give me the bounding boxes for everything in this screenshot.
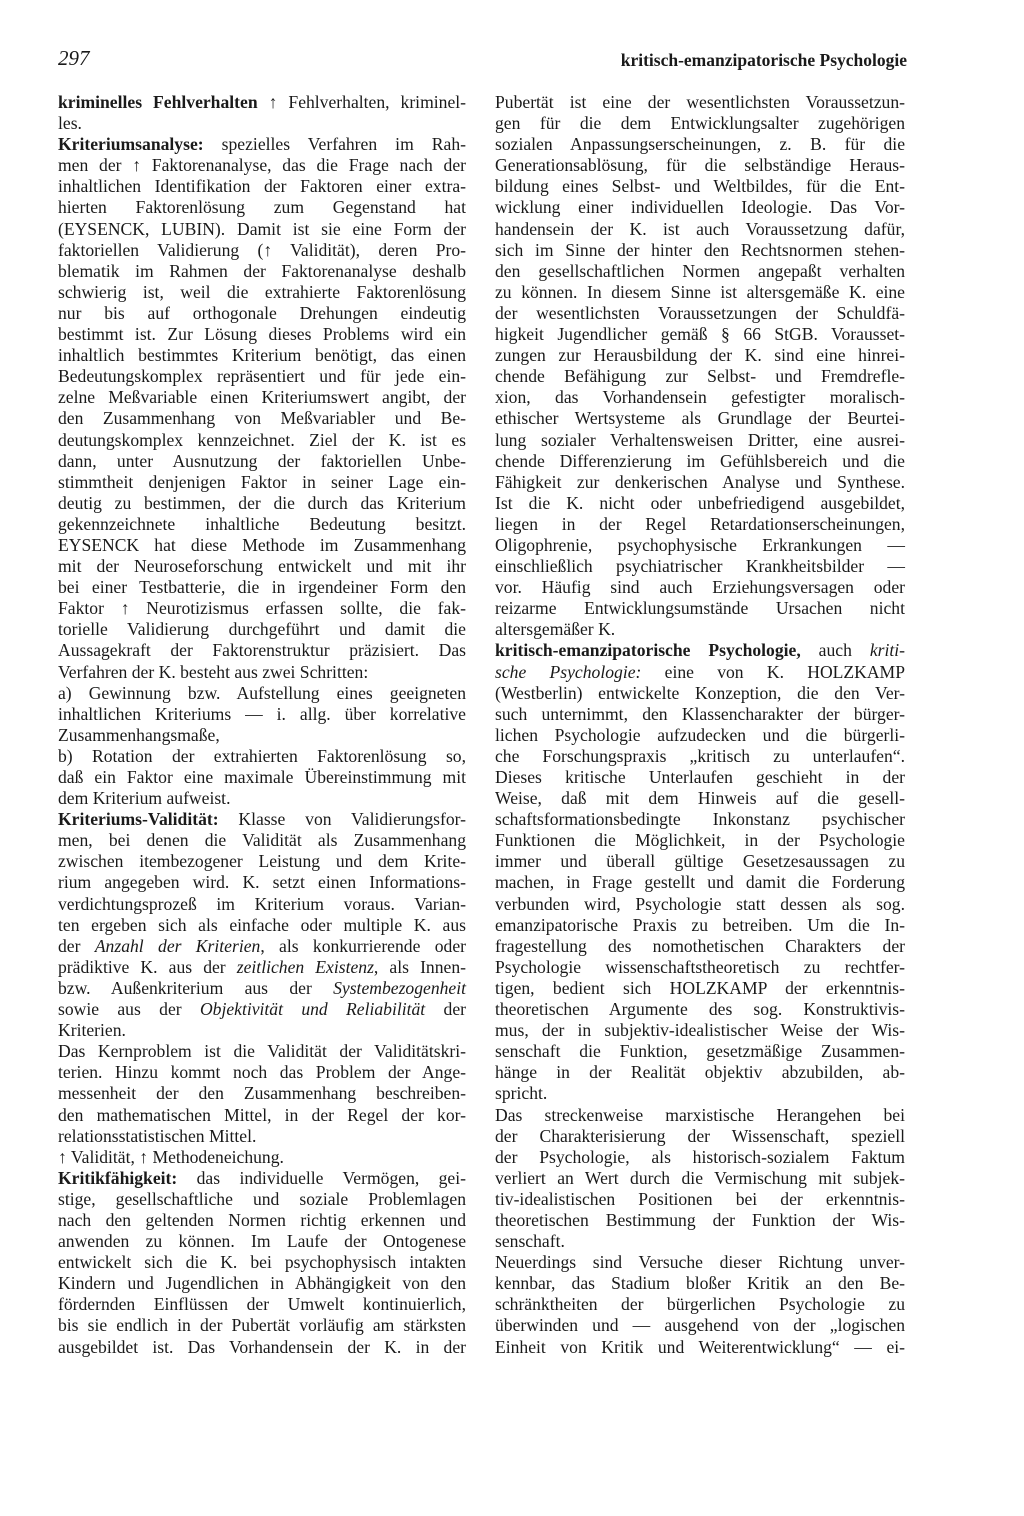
right-text-line: zungen zur Herausbildung der K. sind eine hinrei- [495,345,905,366]
left-text-line: fördernden Einflüssen der Umwelt kontinuierlich, [58,1294,466,1315]
left-text-line: zwischen itembezogener Leistung und dem Krite- [58,851,466,872]
right-text-line: lichen Psychologie aufzudecken und die bürgerli- [495,724,905,745]
right-text-line: der Psychologie, als historisch-sozialem Faktum [495,1146,905,1167]
left-text-line: daß ein Faktor eine maximale Übereinstimmung mit [58,767,466,787]
right-text-line: liegen in der Regel Retardationserscheinungen, [495,513,905,534]
right-text-line: reizarme Entwicklungsumstände Ursachen nicht [495,598,905,619]
left-text-line: terien. Hinzu kommt noch das Problem der Ange- [58,1062,466,1083]
left-text-line: Kriteriumsanalyse: spezielles Verfahren im Rah- [58,134,466,155]
left-text-line: mit der Neuroseforschung entwickelt und mit ihr [58,556,466,577]
left-text-line: Das Kernproblem ist die Validität der Validitätskri- [58,1041,466,1062]
left-text-line: Zusammenhangsmaße, [58,724,220,745]
right-text-line: tiv-idealistischen Positionen bei der erkenntnis- [495,1188,905,1209]
right-text-line: emanzipatorische Praxis zu betreiben. Um die In- [495,914,905,935]
left-text-line: anwenden zu können. Im Laufe der Ontogenese [58,1231,466,1252]
right-text-line: Dieses kritische Unterlaufen geschieht in der [495,767,905,787]
right-text-line: der Charakterisierung der Wissenschaft, speziell [495,1125,905,1146]
left-text-line: Verfahren der K. besteht aus zwei Schritten: [58,661,369,682]
right-text-line: sich im Sinne der hinter den Rechtsnormen stehen- [495,239,905,260]
right-text-line: Ist die K. nicht oder unbefriedigend ausgebildet, [495,492,905,513]
left-text-line: torielle Validierung durchgeführt und damit die [58,619,466,640]
page-number: 297 [58,46,90,70]
right-text-line: (Westberlin) entwickelte Konzeption, die den Ver- [495,682,905,703]
left-text-line: b) Rotation der extrahierten Faktorenlösung so, [58,745,466,766]
right-text-line: vor. Häufig sind auch Erziehungsversagen oder [495,577,905,598]
left-text-line: les. [58,113,82,134]
right-text-line: wicklung einer individuellen Ideologie. Das Vor- [495,197,905,218]
right-text-line: Oligophrenie, psychophysische Erkrankungen — [495,534,905,555]
left-text-line: Faktor ↑ Neurotizismus erfassen sollte, die fak- [58,598,466,619]
left-column [58,92,466,1358]
right-text-line: überwinden und — ausgehend von der „logischen [495,1315,905,1336]
left-text-line: inhaltlich bestimmtes Kriterium benötigt, das einen [58,345,466,366]
left-text-line: a) Gewinnung bzw. Aufstellung eines geeigneten [58,682,466,703]
left-text-line: kriminelles Fehlverhalten ↑ Fehlverhalten, kriminel- [58,92,466,112]
left-text-line: Kindern und Jugendlichen in Abhängigkeit von den [58,1273,466,1294]
right-text-line: tigen, bedient sich HOLZKAMP der erkenntnis- [495,977,905,998]
right-text-line: Neuerdings sind Versuche dieser Richtung unver- [495,1252,905,1273]
right-text-line: Weise, daß mit dem Hinweis auf die gesell- [495,788,905,809]
right-text-line: bildung eines Selbst- und Weltbildes, für die Ent- [495,176,905,197]
left-text-line: ausgebildet ist. Das Vorhandensein der K. in der [58,1336,466,1357]
right-text-line: sche Psychologie: eine von K. HOLZKAMP [495,661,905,682]
left-text-line: bestimmt ist. Zur Lösung dieses Problems wird ein [58,324,466,345]
left-text-line: blematik im Rahmen der Faktorenanalyse deshalb [58,260,466,281]
running-head: kritisch-emanzipatorische Psychologie [620,50,907,70]
right-text-line: theoretischen Argumente des sog. Konstruktivis- [495,999,905,1020]
left-text-line: rium angegeben wird. K. setzt einen Informations- [58,872,466,893]
right-text-line: verliert an Wert durch die Vermischung mit subjek- [495,1167,905,1188]
right-text-line: machen, in Frage gestellt und damit die Forderung [495,872,905,893]
left-text-line: deutig zu bestimmen, der die durch das Kriterium [58,492,466,513]
left-text-line: faktoriellen Validierung (↑ Validität), deren Pro- [58,239,466,260]
left-text-line: den Zusammenhang von Meßvariabler und Be- [58,408,466,429]
right-text-line: che Forschungspraxis „kritisch zu unterlaufen“. [495,745,905,766]
left-text-line: nach den geltenden Normen richtig erkennen und [58,1209,466,1230]
right-text-line: den gesellschaftlichen Normen angepaßt verhalten [495,260,905,281]
right-text-line: einschließlich psychiatrischer Krankheitsbilder — [495,556,905,577]
left-text-line: dem Kriterium aufweist. [58,788,231,809]
right-text-line: immer und überall gültige Gesetzesaussagen zu [495,851,905,872]
left-text-line: bis sie endlich in der Pubertät vorläufig am stärksten [58,1315,466,1336]
left-text-line: verdichtungsprozeß im Kriterium voraus. Varian- [58,893,466,914]
right-text-line: Das streckenweise marxistische Herangehen bei [495,1104,905,1125]
right-text-line: hänge in der Realität objektiv abzubilden, ab- [495,1062,905,1083]
right-text-line: Einheit von Kritik und Weiterentwicklung“ — ei- [495,1336,905,1357]
right-text-line: higkeit Jugendlicher gemäß § 66 StGB. Vorausset- [495,324,905,345]
left-text-line: Kriteriums-Validität: Klasse von Validierungsfor- [58,809,466,830]
right-text-line: senschaft. [495,1231,565,1252]
left-text-line: inhaltlichen Identifikation der Faktoren einer extra- [58,176,466,197]
left-text-line: prädiktive K. aus der zeitlichen Existenz, als Innen- [58,956,466,977]
right-text-line: senschaft die Funktion, gesetzmäßige Zusammen- [495,1041,905,1062]
left-text-line: stimmtheit denjenigen Faktor in seiner Lage ein- [58,471,466,492]
right-text-line: Funktionen die Möglichkeit, in der Psychologie [495,830,905,851]
right-text-line: chende Befähigung zur Selbst- und Fremdrefle- [495,366,905,387]
left-text-line: dann, unter Ausnutzung der faktoriellen Unbe- [58,450,466,471]
right-text-line: Generationsablösung, für die selbständige Heraus- [495,155,905,176]
right-text-line: such unternimmt, den Klassencharakter der bürger- [495,703,905,724]
right-text-line: der wesentlichsten Voraussetzungen der Schuldfä- [495,302,905,323]
left-text-line: gekennzeichnete inhaltliche Bedeutung besitzt. [58,513,466,534]
left-text-line: (EYSENCK, LUBIN). Damit ist sie eine Form der [58,218,466,239]
left-text-line: nur bis auf orthogonale Drehungen eindeutig [58,302,466,323]
left-text-line: der Anzahl der Kriterien, als konkurrierende oder [58,935,466,956]
left-text-line: deutungskomplex kennzeichnet. Ziel der K. ist es [58,429,466,450]
left-text-line: men, bei denen die Validität als Zusammenhang [58,830,466,851]
left-text-line: schwierig ist, weil die extrahierte Faktorenlösung [58,281,466,302]
left-text-line: den mathematischen Mittel, in der Regel der kor- [58,1104,466,1125]
left-text-line: Bedeutungskomplex repräsentiert und für jede ein- [58,366,466,387]
right-text-line: kennbar, das Stadium bloßer Kritik an den Be- [495,1273,905,1294]
left-text-line: ↑ Validität, ↑ Methodeneichung. [58,1146,284,1167]
right-text-line: altersgemäßer K. [495,619,616,640]
right-text-line: xion, das Vorhandensein gefestigter moralisch- [495,387,905,408]
right-text-line: spricht. [495,1083,548,1104]
left-text-line: entwickelt sich die K. bei psychophysisch intakten [58,1252,466,1273]
right-text-line: kritisch-emanzipatorische Psychologie, auch kriti- [495,640,905,661]
left-text-line: men der ↑ Faktorenanalyse, das die Frage nach der [58,155,466,176]
left-text-line: bei einer Testbatterie, die in irgendeiner Form den [58,577,466,598]
right-text-line: theoretischen Bestimmung der Funktion der Wis- [495,1209,905,1230]
right-text-line: gen für die dem Entwicklungsalter zugehörigen [495,113,905,134]
right-text-line: ethischer Wertsysteme als Grundlage der Beurtei- [495,408,905,429]
left-text-line: stige, gesellschaftliche und soziale Problemlagen [58,1188,466,1209]
right-text-line: Fähigkeit zur denkerischen Analyse und Synthese. [495,471,905,492]
right-text-line: schränktheiten der bürgerlichen Psychologie zu [495,1294,905,1315]
left-text-line: hierten Faktorenlösung zum Gegenstand hat [58,197,466,218]
right-text-line: verbunden wird, Psychologie statt dessen als sog. [495,893,905,914]
right-text-line: handensein der K. ist auch Voraussetzung dafür, [495,218,905,239]
left-text-line: Kritikfähigkeit: das individuelle Vermögen, gei- [58,1167,466,1188]
left-text-line: Aussagekraft der Faktorenstruktur präzisiert. Das [58,640,466,661]
left-text-line: bzw. Außenkriterium aus der Systembezogenheit [58,977,466,998]
right-text-line: Psychologie wissenschaftstheoretisch zu rechtfer- [495,956,905,977]
left-text-line: inhaltlichen Kriteriums — i. allg. über korrelative [58,703,466,724]
right-text-line: mus, der in subjektiv-idealistischer Weise der Wis- [495,1020,905,1041]
right-text-line: sozialen Anpassungserscheinungen, z. B. für die [495,134,905,155]
left-text-line: zelne Meßvariable einen Kriteriumswert angibt, der [58,387,466,408]
right-text-line: fragestellung des nomothetischen Charakters der [495,935,905,956]
right-text-line: zu können. In diesem Sinne ist altersgemäße K. eine [495,281,905,302]
left-text-line: ten ergeben sich als einfache oder multiple K. aus [58,914,466,935]
left-text-line: sowie aus der Objektivität und Reliabilität der [58,999,466,1020]
left-text-line: Kriterien. [58,1020,126,1041]
right-column [495,92,905,1358]
left-text-line: EYSENCK hat diese Methode im Zusammenhang [58,534,466,555]
right-text-line: Pubertät ist eine der wesentlichsten Voraussetzun- [495,92,905,112]
right-text-line: lung sozialer Verhaltensweisen Dritter, eine ausrei- [495,429,905,450]
right-text-line: schaftsformationsbedingte Inkonstanz psychischer [495,809,905,830]
left-text-line: relationsstatistischen Mittel. [58,1125,257,1146]
left-text-line: messenheit der den Zusammenhang beschreiben- [58,1083,466,1104]
right-text-line: chende Differenzierung im Gefühlsbereich und die [495,450,905,471]
